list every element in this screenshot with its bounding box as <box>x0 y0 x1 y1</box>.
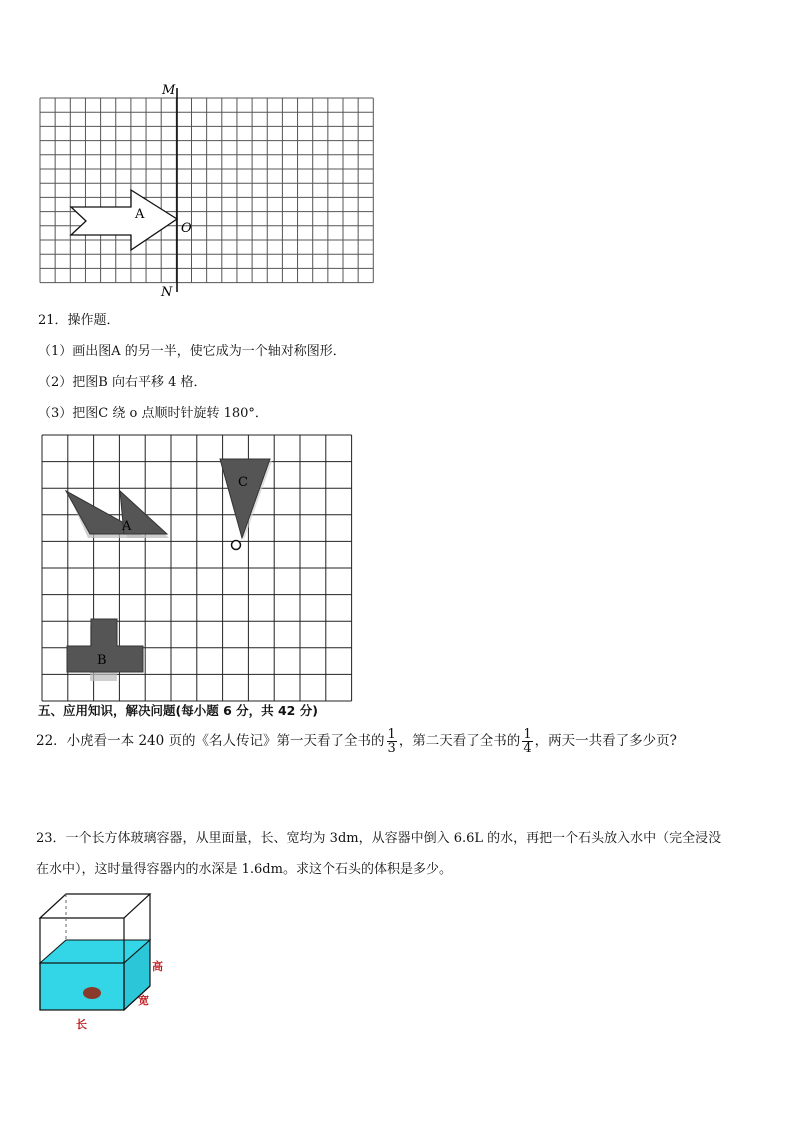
shape-c <box>220 459 270 538</box>
fraction-one-third <box>387 728 397 755</box>
section-heading: 五、应用知识，解决问题(每小题 6 分，共 42 分) <box>38 703 318 718</box>
water-front <box>40 963 124 1010</box>
label-length: 长 <box>76 1018 87 1031</box>
grid-lines-1 <box>40 98 373 283</box>
label-n: N <box>161 285 173 300</box>
q22-part2: ，第二天看了全书的 <box>398 733 521 749</box>
q21-title: 21．操作题． <box>38 313 120 328</box>
frac1-numerator: 1 <box>387 727 396 742</box>
stone <box>83 987 101 999</box>
q23-line-2: 在水中），这时量得容器内的水深是 1.6dm。求这个石头的体积是多少。 <box>36 862 452 877</box>
frac2-denominator: 4 <box>523 741 532 756</box>
label-c-fig2: C <box>238 475 248 490</box>
label-a-fig1: A <box>135 207 145 222</box>
q22-part3: ，两天一共看了多少页? <box>534 733 677 749</box>
figure-grid-shapes <box>38 430 356 702</box>
fraction-one-quarter <box>522 728 532 755</box>
point-o <box>232 541 241 550</box>
frac1-denominator: 3 <box>387 741 396 756</box>
q21-item-2: （2）把图B 向右平移 4 格． <box>38 375 207 390</box>
label-o: O <box>181 221 192 236</box>
q23-line-1: 23．一个长方体玻璃容器，从里面量，长、宽均为 3dm，从容器中倒入 6.6L 的水，再把一个石头放入水中（完全浸没 <box>36 831 722 846</box>
container-top <box>40 894 150 918</box>
q22 <box>36 728 677 755</box>
frac2-numerator: 1 <box>523 727 532 742</box>
label-m: M <box>162 83 176 98</box>
q21-item-1: （1）画出图A 的另一半，使它成为一个轴对称图形． <box>38 344 346 359</box>
q21-item-3: （3）把图C 绕 o 点顺时针旋转 180°． <box>38 406 268 421</box>
label-height: 高 <box>152 960 163 973</box>
label-width: 宽 <box>138 994 149 1007</box>
label-b-fig2: B <box>97 653 107 668</box>
label-a-fig2: A <box>122 519 132 534</box>
figure-container <box>34 888 174 1034</box>
q22-part1: 22．小虎看一本 240 页的《名人传记》第一天看了全书的 <box>36 733 385 749</box>
figure-grid-axis <box>36 80 380 300</box>
